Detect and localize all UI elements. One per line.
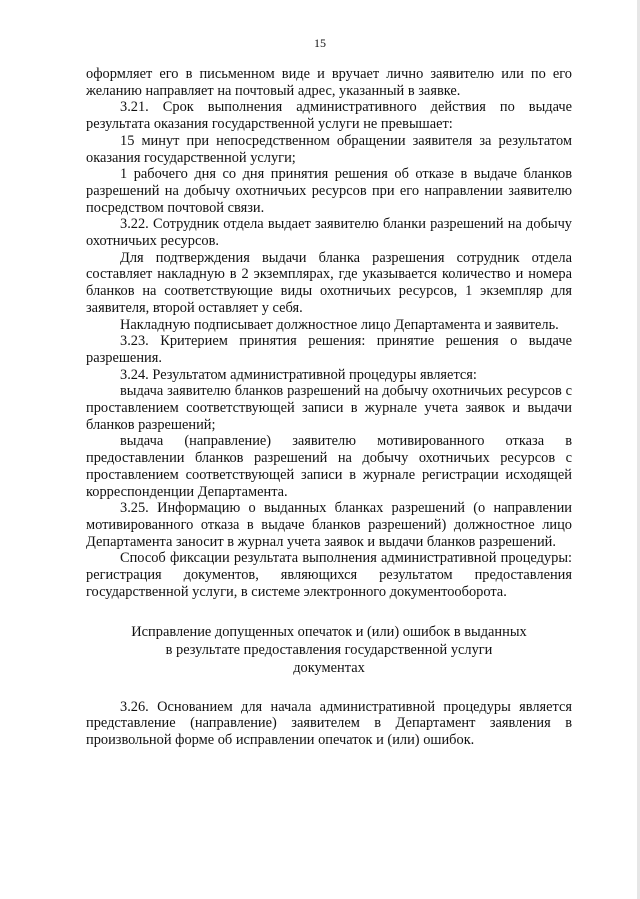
paragraph-3-25: 3.25. Информацию о выданных бланках разрешений (о направлении мотивированного отказа в выдаче бланков разрешений) должностное лицо Департамента заносит в журнал учета заявок и выдачи бланков разрешений. <box>86 500 572 550</box>
section-heading-line: в результате предоставления государственной услуги <box>165 641 493 658</box>
section-heading-line: документах <box>293 659 365 676</box>
paragraph-invoice: Для подтверждения выдачи бланка разрешения сотрудник отдела составляет накладную в 2 экземплярах, где указывается количество и номера бланков на соответствующие виды охотничьих ресурсов, 1 экземпляр для заявителя, второй оставляет у себя. <box>86 249 572 316</box>
section-heading-line: Исправление допущенных опечаток и (или) ошибок в выданных <box>131 623 527 640</box>
paragraph-3-24: 3.24. Результатом административной процедуры является: <box>120 366 477 383</box>
paragraph-3-22: 3.22. Сотрудник отдела выдает заявителю бланки разрешений на добычу охотничьих ресурсов. <box>86 216 572 250</box>
paragraph-1-working-day: 1 рабочего дня со дня принятия решения об отказе в выдаче бланков разрешений на добычу охотничьих ресурсов при его направлении заявителю посредством почтовой связи. <box>86 166 572 216</box>
paragraph-invoice-signature: Накладную подписывает должностное лицо Департамента и заявитель. <box>120 316 559 333</box>
page-number: 15 <box>314 36 326 50</box>
paragraph-issue-forms: выдача заявителю бланков разрешений на добычу охотничьих ресурсов с проставлением соответствующей записи в журнале учета заявок и выдачи бланков разрешений; <box>86 383 572 433</box>
paragraph-3-23: 3.23. Критерием принятия решения: принятие решения о выдаче разрешения. <box>86 333 572 366</box>
document-body <box>86 66 572 749</box>
paragraph-issue-refusal: выдача (направление) заявителю мотивированного отказа в предоставлении бланков разрешений на добычу охотничьих ресурсов с проставлением соответствующей записи в журнале регистрации исходящей корреспонденции Департамента. <box>86 433 572 500</box>
paragraph-15-minutes: 15 минут при непосредственном обращении заявителя за результатом оказания государственной услуги; <box>86 132 572 166</box>
paragraph-3-21: 3.21. Срок выполнения административного действия по выдаче результата оказания государственной услуги не превышает: <box>86 99 572 133</box>
section-heading <box>86 623 572 677</box>
paragraph-fixation-method: Способ фиксации результата выполнения административной процедуры: регистрация документов, являющихся результатом предоставления государственной услуги, в системе электронного документооборота. <box>86 550 572 600</box>
paragraph-3-26: 3.26. Основанием для начала административной процедуры является представление (направление) заявителем в Департамент заявления в произвольной форме об исправлении опечаток и (или) ошибок. <box>86 698 572 748</box>
paragraph-continuation: оформляет его в письменном виде и вручает лично заявителю или по его желанию направляет на почтовый адрес, указанный в заявке. <box>86 66 572 99</box>
